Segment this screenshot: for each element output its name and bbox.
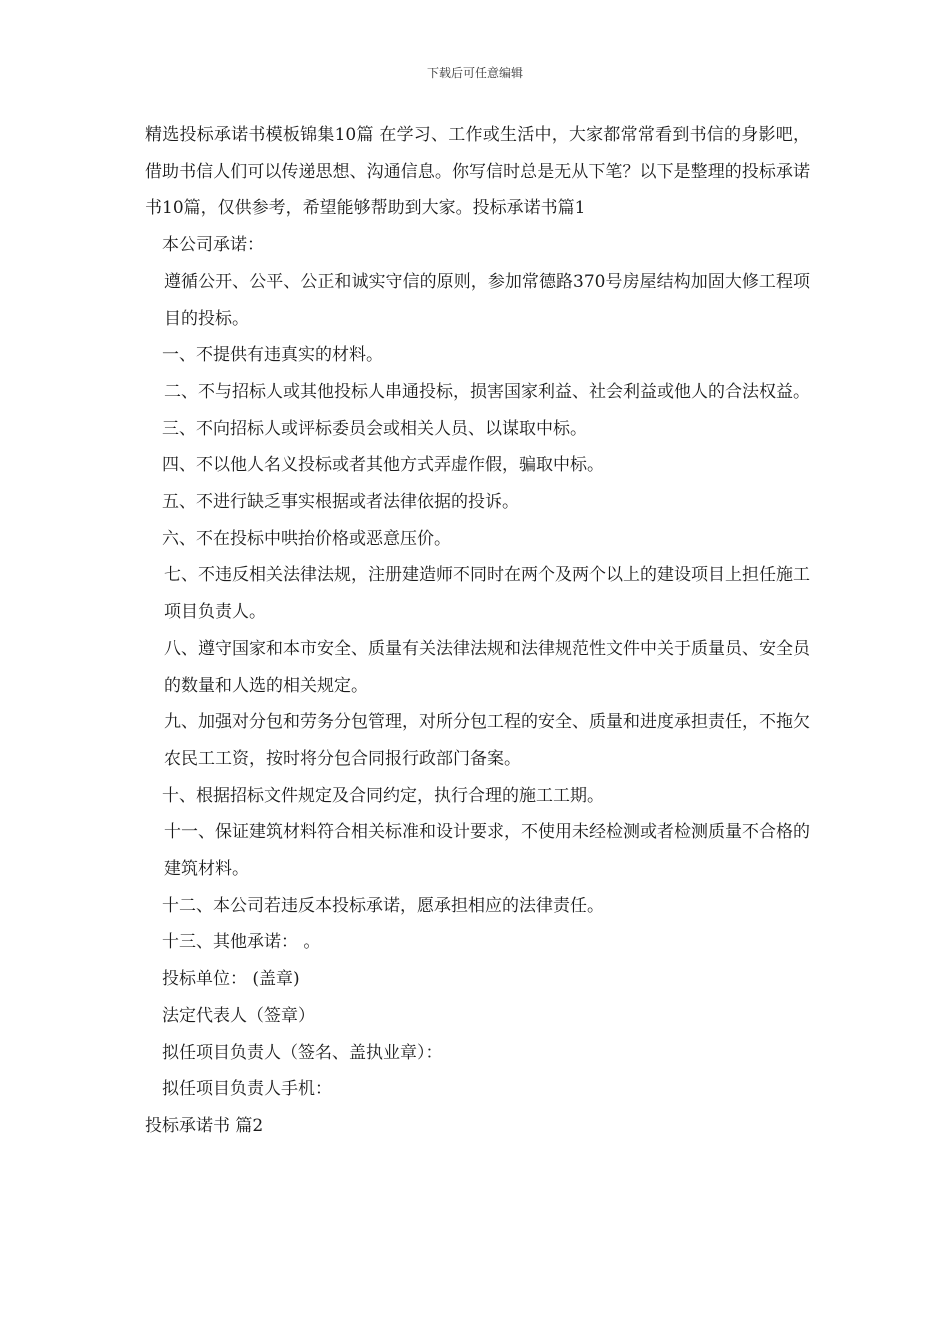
document-body	[145, 117, 810, 1145]
paragraph: 十、根据招标文件规定及合同约定，执行合理的施工工期。	[162, 785, 604, 806]
paragraph: 四、不以他人名义投标或者其他方式弄虚作假，骗取中标。	[162, 455, 604, 476]
paragraph: 十三、其他承诺： 。	[162, 932, 321, 953]
paragraph: 五、不进行缺乏事实根据或者法律依据的投诉。	[162, 492, 519, 513]
paragraph: 七、不违反相关法律法规，注册建造师不同时在两个及两个以上的建设项目上担任施工项目负责人。	[164, 565, 810, 623]
paragraph: 遵循公开、公平、公正和诚实守信的原则，参加常德路370号房屋结构加固大修工程项目的投标。	[164, 271, 810, 329]
paragraph: 拟任项目负责人手机：	[162, 1079, 332, 1100]
paragraph: 十二、本公司若违反本投标承诺，愿承担相应的法律责任。	[162, 895, 604, 916]
paragraph: 十一、保证建筑材料符合相关标准和设计要求，不使用未经检测或者检测质量不合格的建筑材料。	[164, 822, 810, 880]
paragraph: 法定代表人（签章）	[162, 1005, 315, 1026]
paragraph: 九、加强对分包和劳务分包管理，对所分包工程的安全、质量和进度承担责任，不拖欠农民工工资，按时将分包合同报行政部门备案。	[164, 712, 810, 769]
paragraph: 六、不在投标中哄抬价格或恶意压价。	[162, 528, 451, 549]
paragraph: 一、不提供有违真实的材料。	[162, 345, 383, 366]
paragraph: 投标单位： (盖章)	[162, 969, 300, 990]
paragraph: 本公司承诺：	[162, 235, 264, 256]
paragraph: 拟任项目负责人（签名、盖执业章）：	[162, 1042, 443, 1063]
paragraph: 投标承诺书 篇2	[145, 1115, 264, 1136]
page-header: 下载后可任意编辑	[426, 66, 523, 80]
paragraph: 三、不向招标人或评标委员会或相关人员、以谋取中标。	[162, 418, 587, 439]
paragraph: 二、不与招标人或其他投标人串通投标，损害国家利益、社会利益或他人的合法权益。	[164, 381, 810, 402]
paragraph: 八、遵守国家和本市安全、质量有关法律法规和法律规范性文件中关于质量员、安全员的数量和人选的相关规定。	[164, 638, 810, 696]
paragraph: 精选投标承诺书模板锦集10篇 在学习、工作或生活中，大家都常常看到书信的身影吧，借助书信人们可以传递思想、沟通信息。你写信时总是无从下笔？以下是整理的投标承诺书10篇，仅供参考，希望能够帮助到大家。投标承诺书篇1	[145, 125, 810, 219]
